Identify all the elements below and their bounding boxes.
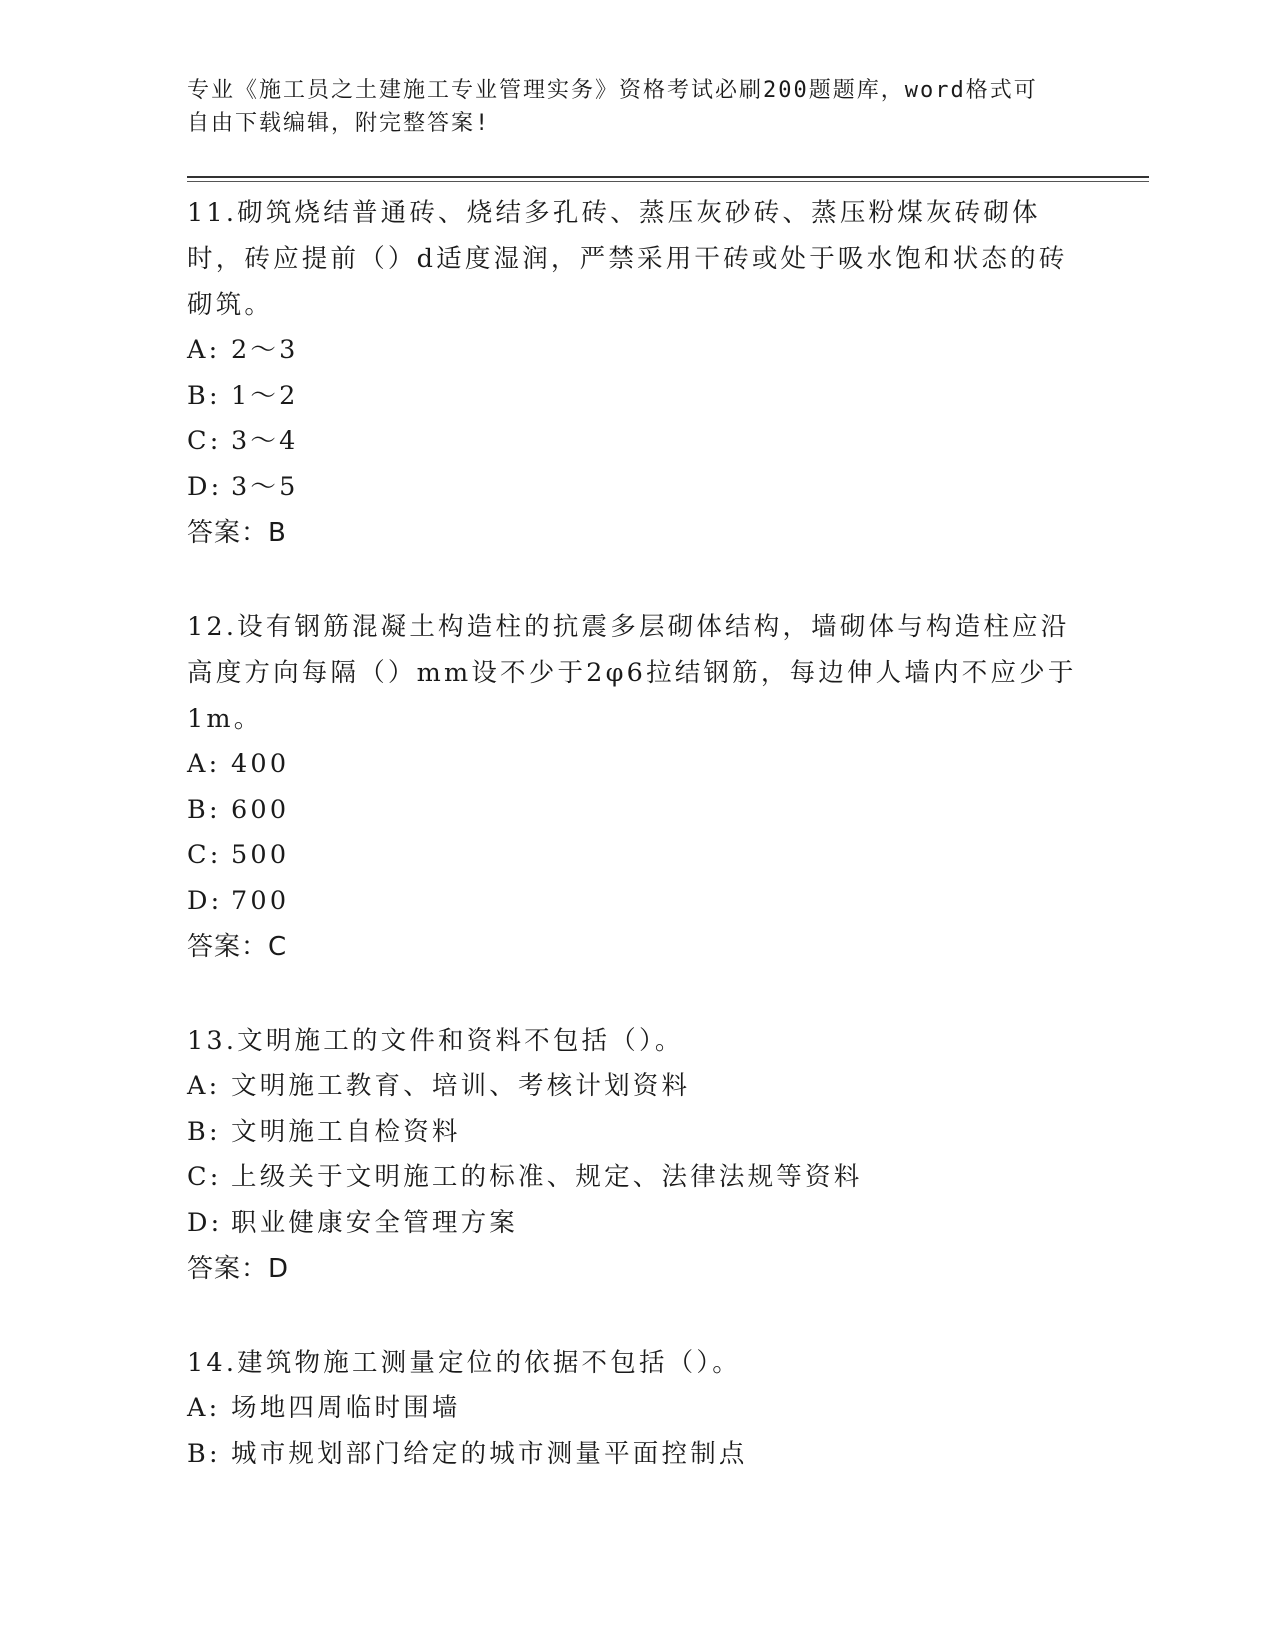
answer-label: 答案：C (187, 932, 288, 962)
option-b (187, 374, 1087, 420)
option-c (187, 833, 1087, 879)
option-letter: C: (187, 426, 222, 456)
option-a (187, 1064, 1087, 1110)
option-text: 1～2 (231, 380, 299, 411)
option-text: 400 (231, 749, 290, 779)
option-letter: B: (187, 794, 221, 825)
option-text: 2～3 (231, 335, 299, 365)
option-d (187, 879, 1087, 925)
question-list (187, 190, 1087, 1525)
option-d (187, 1201, 1087, 1247)
question-13 (187, 1018, 1087, 1292)
option-letter: B: (187, 1116, 221, 1147)
option-letter: C: (187, 840, 222, 870)
option-text: 上级关于文明施工的标准、规定、法律法规等资料 (231, 1162, 863, 1192)
option-letter: B: (187, 380, 221, 411)
option-letter: D: (187, 1207, 223, 1238)
option-text: 场地四周临时围墙 (231, 1393, 461, 1423)
option-text: 3～4 (231, 426, 299, 456)
option-b (187, 788, 1087, 834)
option-a (187, 1386, 1087, 1432)
option-text: 城市规划部门给定的城市测量平面控制点 (231, 1438, 748, 1469)
answer-label: 答案：B (187, 518, 287, 548)
option-c (187, 419, 1087, 465)
option-letter: A: (187, 335, 221, 365)
question-12 (187, 604, 1087, 970)
option-letter: A: (187, 1393, 221, 1423)
question-stem: 13.文明施工的文件和资料不包括（）。 (187, 1026, 684, 1056)
option-b (187, 1110, 1087, 1156)
header-divider-thick (187, 176, 1149, 178)
header-line-2: 自由下载编辑，附完整答案! (187, 111, 491, 136)
option-text: 3～5 (231, 471, 299, 502)
option-text: 600 (231, 794, 290, 825)
question-stem: 11.砌筑烧结普通砖、烧结多孔砖、蒸压灰砂砖、蒸压粉煤灰砖砌体时，砖应提前（）d适度湿润，严禁采用干砖或处于吸水饱和状态的砖砌筑。 (187, 198, 1068, 320)
option-letter: A: (187, 749, 221, 779)
document-header (187, 74, 1067, 140)
question-14 (187, 1340, 1087, 1477)
option-a (187, 742, 1087, 788)
option-c (187, 1155, 1087, 1201)
header-divider-thin (187, 181, 1149, 182)
option-letter: B: (187, 1438, 221, 1469)
option-letter: C: (187, 1162, 222, 1192)
option-text: 文明施工教育、培训、考核计划资料 (231, 1071, 691, 1101)
option-letter: A: (187, 1071, 221, 1101)
option-text: 500 (231, 840, 290, 870)
option-a (187, 328, 1087, 374)
option-b (187, 1432, 1087, 1478)
option-text: 700 (231, 885, 290, 916)
option-d (187, 465, 1087, 511)
option-text: 文明施工自检资料 (231, 1116, 461, 1147)
question-stem: 12.设有钢筋混凝土构造柱的抗震多层砌体结构，墙砌体与构造柱应沿高度方向每隔（）mm设不少于2φ6拉结钢筋，每边伸人墙内不应少于1m。 (187, 612, 1077, 734)
question-11 (187, 190, 1087, 556)
option-letter: D: (187, 471, 223, 502)
answer-label: 答案：D (187, 1254, 290, 1284)
header-line-1: 专业《施工员之土建施工专业管理实务》资格考试必刷200题题库，word格式可 (187, 78, 1038, 103)
option-letter: D: (187, 885, 223, 916)
question-stem: 14.建筑物施工测量定位的依据不包括（）。 (187, 1348, 742, 1378)
option-text: 职业健康安全管理方案 (231, 1207, 519, 1238)
